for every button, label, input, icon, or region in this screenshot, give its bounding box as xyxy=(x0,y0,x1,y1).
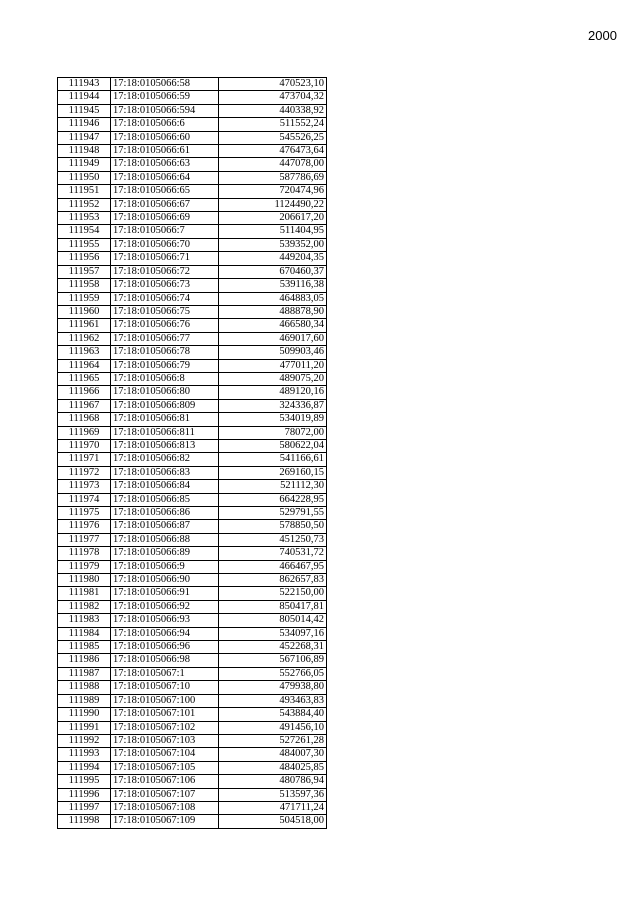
table-row xyxy=(58,801,327,814)
cadastral-value: 469017,60 xyxy=(219,332,327,345)
table-row xyxy=(58,104,327,117)
cadastral-number: 17:18:0105066:58 xyxy=(111,78,219,91)
row-number: 111952 xyxy=(58,198,111,211)
row-number: 111950 xyxy=(58,171,111,184)
cadastral-value: 552766,05 xyxy=(219,667,327,680)
cadastral-value: 479938,80 xyxy=(219,681,327,694)
cadastral-value: 466467,95 xyxy=(219,560,327,573)
cadastral-value: 470523,10 xyxy=(219,78,327,91)
table-row xyxy=(58,225,327,238)
cadastral-number: 17:18:0105066:813 xyxy=(111,439,219,452)
cadastral-number: 17:18:0105066:69 xyxy=(111,212,219,225)
cadastral-number: 17:18:0105067:104 xyxy=(111,748,219,761)
cadastral-value: 670460,37 xyxy=(219,265,327,278)
cadastral-value: 480786,94 xyxy=(219,775,327,788)
table-row xyxy=(58,748,327,761)
cadastral-value: 1124490,22 xyxy=(219,198,327,211)
row-number: 111975 xyxy=(58,507,111,520)
table-row xyxy=(58,815,327,828)
table-row xyxy=(58,667,327,680)
cadastral-number: 17:18:0105066:71 xyxy=(111,252,219,265)
row-number: 111956 xyxy=(58,252,111,265)
table-row xyxy=(58,238,327,251)
table-row xyxy=(58,439,327,452)
row-number: 111988 xyxy=(58,681,111,694)
table-row xyxy=(58,171,327,184)
cadastral-number: 17:18:0105066:92 xyxy=(111,600,219,613)
cadastral-number: 17:18:0105066:78 xyxy=(111,346,219,359)
cadastral-number: 17:18:0105066:82 xyxy=(111,453,219,466)
row-number: 111974 xyxy=(58,493,111,506)
table-row xyxy=(58,681,327,694)
row-number: 111997 xyxy=(58,801,111,814)
row-number: 111948 xyxy=(58,145,111,158)
cadastral-number: 17:18:0105066:63 xyxy=(111,158,219,171)
table-body xyxy=(58,78,327,829)
cadastral-number: 17:18:0105066:79 xyxy=(111,359,219,372)
cadastral-number: 17:18:0105066:7 xyxy=(111,225,219,238)
table-row xyxy=(58,212,327,225)
cadastral-number: 17:18:0105067:107 xyxy=(111,788,219,801)
table-row xyxy=(58,372,327,385)
table-row xyxy=(58,627,327,640)
cadastral-number: 17:18:0105066:94 xyxy=(111,627,219,640)
cadastral-value: 527261,28 xyxy=(219,734,327,747)
table-row xyxy=(58,600,327,613)
cadastral-value: 269160,15 xyxy=(219,466,327,479)
cadastral-value: 476473,64 xyxy=(219,145,327,158)
row-number: 111989 xyxy=(58,694,111,707)
row-number: 111962 xyxy=(58,332,111,345)
cadastral-number: 17:18:0105067:106 xyxy=(111,775,219,788)
cadastral-number: 17:18:0105066:8 xyxy=(111,372,219,385)
cadastral-number: 17:18:0105066:65 xyxy=(111,185,219,198)
table-row xyxy=(58,346,327,359)
row-number: 111996 xyxy=(58,788,111,801)
cadastral-number: 17:18:0105066:70 xyxy=(111,238,219,251)
table-row xyxy=(58,413,327,426)
cadastral-value: 466580,34 xyxy=(219,319,327,332)
table-row xyxy=(58,533,327,546)
row-number: 111959 xyxy=(58,292,111,305)
table-row xyxy=(58,480,327,493)
cadastral-number: 17:18:0105066:89 xyxy=(111,547,219,560)
cadastral-number: 17:18:0105066:86 xyxy=(111,507,219,520)
cadastral-value: 484007,30 xyxy=(219,748,327,761)
cadastral-value: 451250,73 xyxy=(219,533,327,546)
row-number: 111984 xyxy=(58,627,111,640)
cadastral-value: 511552,24 xyxy=(219,118,327,131)
cadastral-number: 17:18:0105066:85 xyxy=(111,493,219,506)
row-number: 111992 xyxy=(58,734,111,747)
row-number: 111951 xyxy=(58,185,111,198)
row-number: 111990 xyxy=(58,708,111,721)
row-number: 111978 xyxy=(58,547,111,560)
cadastral-number: 17:18:0105066:6 xyxy=(111,118,219,131)
table-row xyxy=(58,708,327,721)
row-number: 111955 xyxy=(58,238,111,251)
cadastral-number: 17:18:0105066:76 xyxy=(111,319,219,332)
table-row xyxy=(58,305,327,318)
table-row xyxy=(58,265,327,278)
cadastral-value: 740531,72 xyxy=(219,547,327,560)
row-number: 111967 xyxy=(58,399,111,412)
cadastral-number: 17:18:0105066:74 xyxy=(111,292,219,305)
table-row xyxy=(58,185,327,198)
cadastral-number: 17:18:0105067:1 xyxy=(111,667,219,680)
row-number: 111987 xyxy=(58,667,111,680)
cadastral-value: 539352,00 xyxy=(219,238,327,251)
cadastral-value: 447078,00 xyxy=(219,158,327,171)
cadastral-value: 206617,20 xyxy=(219,212,327,225)
row-number: 111949 xyxy=(58,158,111,171)
cadastral-value: 545526,25 xyxy=(219,131,327,144)
cadastral-number: 17:18:0105066:64 xyxy=(111,171,219,184)
table-row xyxy=(58,654,327,667)
row-number: 111944 xyxy=(58,91,111,104)
table-row xyxy=(58,399,327,412)
cadastral-number: 17:18:0105067:105 xyxy=(111,761,219,774)
row-number: 111965 xyxy=(58,372,111,385)
cadastral-number: 17:18:0105066:72 xyxy=(111,265,219,278)
table-row xyxy=(58,131,327,144)
cadastral-value: 489075,20 xyxy=(219,372,327,385)
cadastral-number: 17:18:0105066:77 xyxy=(111,332,219,345)
cadastral-number: 17:18:0105066:60 xyxy=(111,131,219,144)
cadastral-value: 489120,16 xyxy=(219,386,327,399)
table-row xyxy=(58,319,327,332)
cadastral-value: 543884,40 xyxy=(219,708,327,721)
cadastral-number: 17:18:0105066:73 xyxy=(111,279,219,292)
cadastral-number: 17:18:0105066:91 xyxy=(111,587,219,600)
table-row xyxy=(58,775,327,788)
cadastral-value: 464883,05 xyxy=(219,292,327,305)
table-row xyxy=(58,332,327,345)
cadastral-value: 473704,32 xyxy=(219,91,327,104)
cadastral-value: 580622,04 xyxy=(219,439,327,452)
row-number: 111972 xyxy=(58,466,111,479)
row-number: 111954 xyxy=(58,225,111,238)
row-number: 111983 xyxy=(58,614,111,627)
row-number: 111969 xyxy=(58,426,111,439)
cadastral-value: 324336,87 xyxy=(219,399,327,412)
cadastral-value: 513597,36 xyxy=(219,788,327,801)
table-row xyxy=(58,292,327,305)
table-row xyxy=(58,788,327,801)
cadastral-value: 587786,69 xyxy=(219,171,327,184)
row-number: 111960 xyxy=(58,305,111,318)
table-row xyxy=(58,547,327,560)
table-row xyxy=(58,91,327,104)
cadastral-value: 862657,83 xyxy=(219,574,327,587)
cadastral-number: 17:18:0105067:109 xyxy=(111,815,219,828)
table-row xyxy=(58,279,327,292)
cadastral-value: 509903,46 xyxy=(219,346,327,359)
cadastral-number: 17:18:0105066:67 xyxy=(111,198,219,211)
cadastral-value: 521112,30 xyxy=(219,480,327,493)
row-number: 111973 xyxy=(58,480,111,493)
cadastral-value: 534019,89 xyxy=(219,413,327,426)
row-number: 111985 xyxy=(58,641,111,654)
table-row xyxy=(58,641,327,654)
table-row xyxy=(58,453,327,466)
table-row xyxy=(58,560,327,573)
cadastral-value: 850417,81 xyxy=(219,600,327,613)
cadastral-number: 17:18:0105067:10 xyxy=(111,681,219,694)
cadastral-number: 17:18:0105066:75 xyxy=(111,305,219,318)
cadastral-value: 78072,00 xyxy=(219,426,327,439)
cadastral-number: 17:18:0105067:103 xyxy=(111,734,219,747)
table-row xyxy=(58,145,327,158)
cadastral-value: 484025,85 xyxy=(219,761,327,774)
cadastral-number: 17:18:0105066:88 xyxy=(111,533,219,546)
row-number: 111970 xyxy=(58,439,111,452)
cadastral-number: 17:18:0105066:594 xyxy=(111,104,219,117)
row-number: 111977 xyxy=(58,533,111,546)
cadastral-value: 578850,50 xyxy=(219,520,327,533)
cadastral-value: 491456,10 xyxy=(219,721,327,734)
row-number: 111981 xyxy=(58,587,111,600)
row-number: 111993 xyxy=(58,748,111,761)
table-row xyxy=(58,574,327,587)
cadastral-number: 17:18:0105067:102 xyxy=(111,721,219,734)
table-row xyxy=(58,252,327,265)
cadastral-number: 17:18:0105066:80 xyxy=(111,386,219,399)
cadastral-value: 522150,00 xyxy=(219,587,327,600)
table-row xyxy=(58,386,327,399)
cadastral-value: 720474,96 xyxy=(219,185,327,198)
row-number: 111958 xyxy=(58,279,111,292)
cadastral-value: 477011,20 xyxy=(219,359,327,372)
table-row xyxy=(58,694,327,707)
row-number: 111971 xyxy=(58,453,111,466)
cadastral-number: 17:18:0105066:84 xyxy=(111,480,219,493)
table-row xyxy=(58,158,327,171)
table-row xyxy=(58,721,327,734)
cadastral-number: 17:18:0105066:59 xyxy=(111,91,219,104)
table-row xyxy=(58,198,327,211)
cadastral-number: 17:18:0105066:90 xyxy=(111,574,219,587)
cadastral-number: 17:18:0105067:101 xyxy=(111,708,219,721)
cadastral-value: 805014,42 xyxy=(219,614,327,627)
row-number: 111953 xyxy=(58,212,111,225)
row-number: 111998 xyxy=(58,815,111,828)
row-number: 111991 xyxy=(58,721,111,734)
cadastral-value: 493463,83 xyxy=(219,694,327,707)
cadastral-number: 17:18:0105067:100 xyxy=(111,694,219,707)
cadastral-number: 17:18:0105066:87 xyxy=(111,520,219,533)
row-number: 111946 xyxy=(58,118,111,131)
table-row xyxy=(58,78,327,91)
row-number: 111947 xyxy=(58,131,111,144)
cadastral-value: 529791,55 xyxy=(219,507,327,520)
table-row xyxy=(58,493,327,506)
cadastral-value: 511404,95 xyxy=(219,225,327,238)
cadastral-value: 440338,92 xyxy=(219,104,327,117)
cadastral-value: 471711,24 xyxy=(219,801,327,814)
cadastral-number: 17:18:0105066:61 xyxy=(111,145,219,158)
table-row xyxy=(58,614,327,627)
cadastral-value: 504518,00 xyxy=(219,815,327,828)
cadastral-number: 17:18:0105066:809 xyxy=(111,399,219,412)
table-row xyxy=(58,118,327,131)
table-row xyxy=(58,734,327,747)
table-row xyxy=(58,466,327,479)
cadastral-value: 534097,16 xyxy=(219,627,327,640)
cadastral-number: 17:18:0105066:96 xyxy=(111,641,219,654)
row-number: 111976 xyxy=(58,520,111,533)
row-number: 111943 xyxy=(58,78,111,91)
cadastral-value-table xyxy=(57,77,327,829)
row-number: 111957 xyxy=(58,265,111,278)
cadastral-number: 17:18:0105066:83 xyxy=(111,466,219,479)
cadastral-value: 567106,89 xyxy=(219,654,327,667)
row-number: 111979 xyxy=(58,560,111,573)
row-number: 111994 xyxy=(58,761,111,774)
table-row xyxy=(58,520,327,533)
cadastral-number: 17:18:0105066:93 xyxy=(111,614,219,627)
table-row xyxy=(58,761,327,774)
cadastral-number: 17:18:0105066:81 xyxy=(111,413,219,426)
cadastral-number: 17:18:0105066:9 xyxy=(111,560,219,573)
row-number: 111982 xyxy=(58,600,111,613)
table-row xyxy=(58,426,327,439)
table-row xyxy=(58,507,327,520)
row-number: 111964 xyxy=(58,359,111,372)
cadastral-number: 17:18:0105066:811 xyxy=(111,426,219,439)
cadastral-number: 17:18:0105067:108 xyxy=(111,801,219,814)
row-number: 111995 xyxy=(58,775,111,788)
table-row xyxy=(58,587,327,600)
row-number: 111968 xyxy=(58,413,111,426)
row-number: 111945 xyxy=(58,104,111,117)
cadastral-value: 664228,95 xyxy=(219,493,327,506)
row-number: 111980 xyxy=(58,574,111,587)
row-number: 111963 xyxy=(58,346,111,359)
cadastral-value: 488878,90 xyxy=(219,305,327,318)
cadastral-value: 452268,31 xyxy=(219,641,327,654)
page-number: 2000 xyxy=(588,28,617,43)
row-number: 111961 xyxy=(58,319,111,332)
row-number: 111986 xyxy=(58,654,111,667)
row-number: 111966 xyxy=(58,386,111,399)
table-row xyxy=(58,359,327,372)
cadastral-number: 17:18:0105066:98 xyxy=(111,654,219,667)
cadastral-value: 539116,38 xyxy=(219,279,327,292)
cadastral-value: 449204,35 xyxy=(219,252,327,265)
cadastral-value: 541166,61 xyxy=(219,453,327,466)
